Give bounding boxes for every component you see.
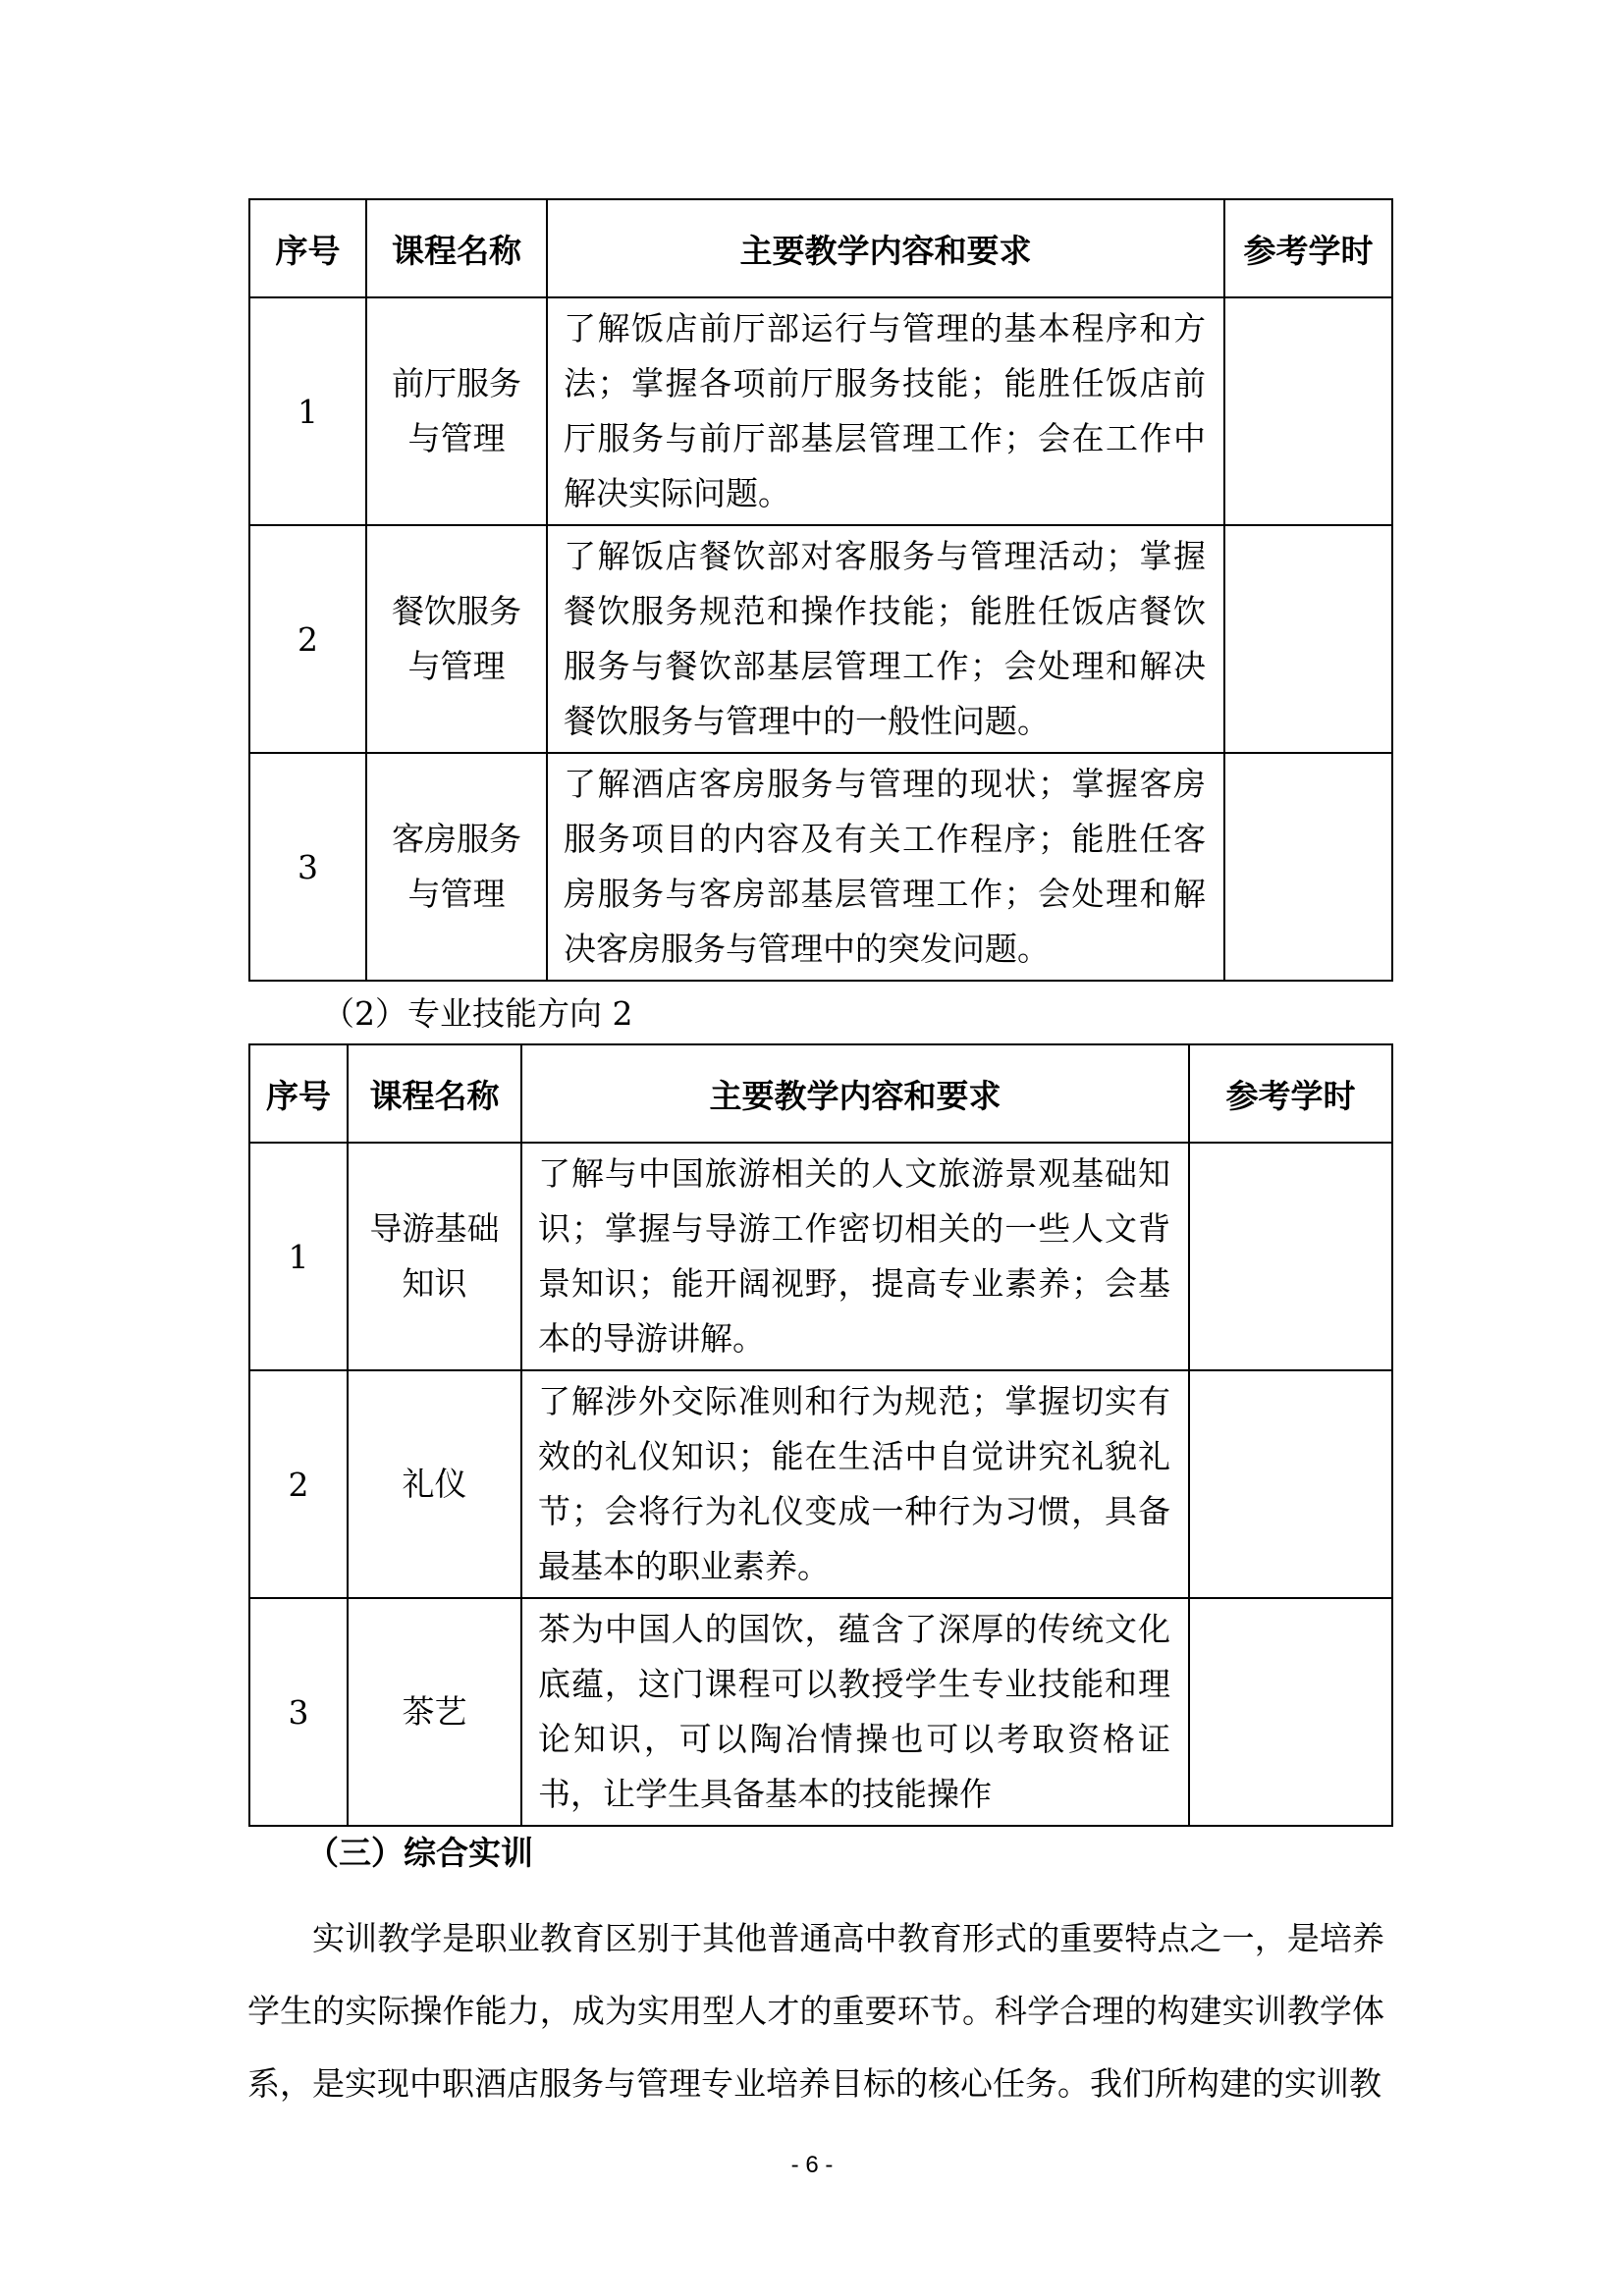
row-number: 3 <box>249 1598 348 1826</box>
course-name: 客房服务与管理 <box>366 753 547 981</box>
section-title-practical-training: （三）综合实训 <box>306 1834 533 1872</box>
course-name: 导游基础知识 <box>348 1143 521 1370</box>
row-number: 2 <box>249 525 366 753</box>
course-hours <box>1189 1143 1392 1370</box>
course-content: 了解与中国旅游相关的人文旅游景观基础知识；掌握与导游工作密切相关的一些人文背景知识；能开阔视野，提高专业素养；会基本的导游讲解。 <box>521 1143 1189 1370</box>
course-name: 茶艺 <box>348 1598 521 1826</box>
header-content: 主要教学内容和要求 <box>547 199 1224 297</box>
table-row <box>249 1370 1392 1598</box>
course-hours <box>1224 525 1392 753</box>
header-content: 主要教学内容和要求 <box>521 1044 1189 1143</box>
row-number: 1 <box>249 1143 348 1370</box>
table-header-row <box>249 1044 1392 1143</box>
course-content: 茶为中国人的国饮，蕴含了深厚的传统文化底蕴，这门课程可以教授学生专业技能和理论知识，可以陶冶情操也可以考取资格证书，让学生具备基本的技能操作 <box>521 1598 1189 1826</box>
course-content: 了解饭店餐饮部对客服务与管理活动；掌握餐饮服务规范和操作技能；能胜任饭店餐饮服务与餐饮部基层管理工作；会处理和解决餐饮服务与管理中的一般性问题。 <box>547 525 1224 753</box>
table-row <box>249 525 1392 753</box>
course-table-direction-1 <box>248 198 1393 982</box>
page-number: - 6 - <box>790 2152 834 2178</box>
course-content: 了解饭店前厅部运行与管理的基本程序和方法；掌握各项前厅服务技能；能胜任饭店前厅服务与前厅部基层管理工作；会在工作中解决实际问题。 <box>547 297 1224 525</box>
row-number: 1 <box>249 297 366 525</box>
course-name: 前厅服务与管理 <box>366 297 547 525</box>
row-number: 3 <box>249 753 366 981</box>
table-row <box>249 1143 1392 1370</box>
course-hours <box>1224 297 1392 525</box>
course-name: 礼仪 <box>348 1370 521 1598</box>
header-hours: 参考学时 <box>1189 1044 1392 1143</box>
header-number: 序号 <box>249 1044 348 1143</box>
table-row <box>249 1598 1392 1826</box>
row-number: 2 <box>249 1370 348 1598</box>
course-name: 餐饮服务与管理 <box>366 525 547 753</box>
course-table-direction-2 <box>248 1043 1393 1827</box>
course-hours <box>1189 1370 1392 1598</box>
course-hours <box>1224 753 1392 981</box>
course-content: 了解酒店客房服务与管理的现状；掌握客房服务项目的内容及有关工作程序；能胜任客房服务与客房部基层管理工作；会处理和解决客房服务与管理中的突发问题。 <box>547 753 1224 981</box>
header-hours: 参考学时 <box>1224 199 1392 297</box>
subheading-direction-2: （2）专业技能方向 2 <box>322 994 633 1033</box>
header-number: 序号 <box>249 199 366 297</box>
course-hours <box>1189 1598 1392 1826</box>
header-course-name: 课程名称 <box>348 1044 521 1143</box>
header-course-name: 课程名称 <box>366 199 547 297</box>
table-header-row <box>249 199 1392 297</box>
course-content: 了解涉外交际准则和行为规范；掌握切实有效的礼仪知识；能在生活中自觉讲究礼貌礼节；会将行为礼仪变成一种行为习惯，具备最基本的职业素养。 <box>521 1370 1189 1598</box>
table-row <box>249 753 1392 981</box>
table-row <box>249 297 1392 525</box>
body-paragraph: 实训教学是职业教育区别于其他普通高中教育形式的重要特点之一，是培养学生的实际操作能力，成为实用型人才的重要环节。科学合理的构建实训教学体系，是实现中职酒店服务与管理专业培养目标的核心任务。我们所构建的实训教 <box>247 1919 1384 2103</box>
